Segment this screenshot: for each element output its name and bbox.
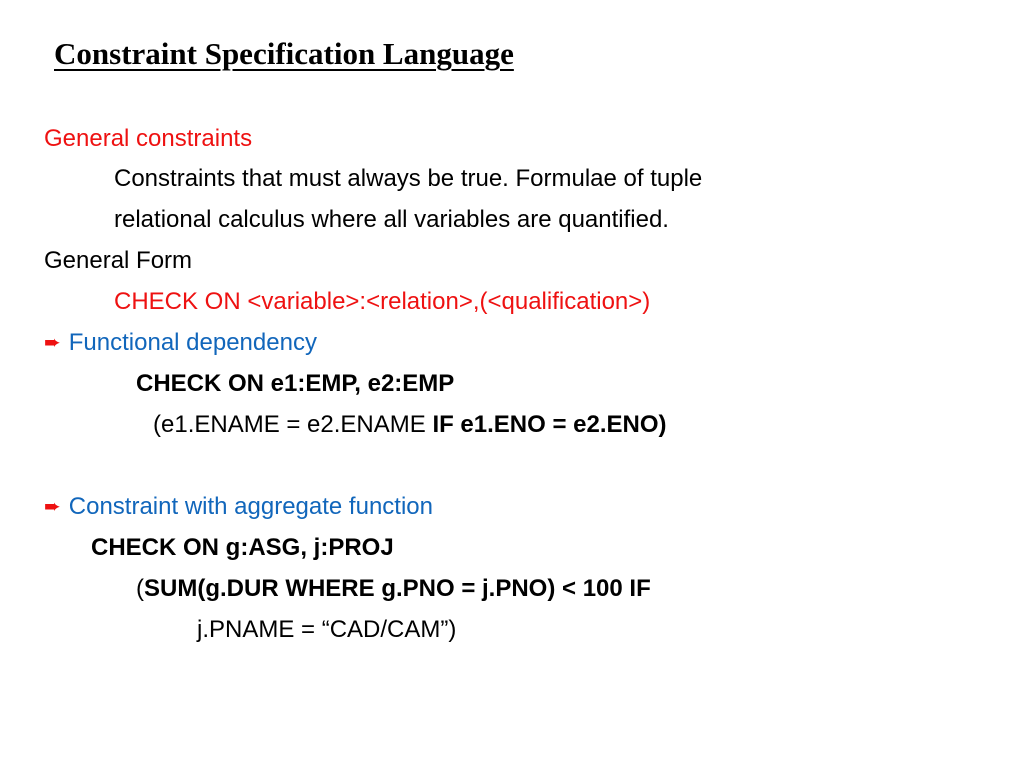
fd-expression [153, 410, 667, 440]
general-form-syntax: CHECK ON <variable>:<relation>,(<qualification>) [114, 288, 651, 315]
agg-expression-paren: ( [136, 575, 144, 602]
aggregate-item [44, 492, 433, 522]
agg-expression-bold: SUM(g.DUR WHERE g.PNO = j.PNO) < 100 IF [144, 575, 651, 602]
agg-expression [136, 574, 651, 604]
general-form-heading: General Form [44, 247, 193, 274]
agg-check-line: CHECK ON g:ASG, j:PROJ [91, 534, 394, 561]
agg-expression-continuation: j.PNAME = “CAD/CAM”) [197, 616, 457, 643]
arrow-bullet-icon: ➨ [44, 332, 61, 354]
aggregate-heading: Constraint with aggregate function [68, 493, 433, 520]
arrow-bullet-icon: ➨ [44, 496, 61, 518]
general-constraints-desc-line1: Constraints that must always be true. Formulae of tuple [114, 165, 703, 192]
fd-check-line: CHECK ON e1:EMP, e2:EMP [136, 370, 455, 397]
slide-title: Constraint Specification Language [54, 36, 514, 71]
general-constraints-desc-line2: relational calculus where all variables are quantified. [114, 206, 669, 233]
functional-dependency-item [44, 328, 317, 358]
functional-dependency-heading: Functional dependency [68, 329, 317, 356]
fd-expression-bold: IF e1.ENO = e2.ENO) [432, 411, 667, 438]
fd-expression-plain: (e1.ENAME = e2.ENAME [153, 411, 433, 438]
general-constraints-heading: General constraints [44, 125, 253, 152]
